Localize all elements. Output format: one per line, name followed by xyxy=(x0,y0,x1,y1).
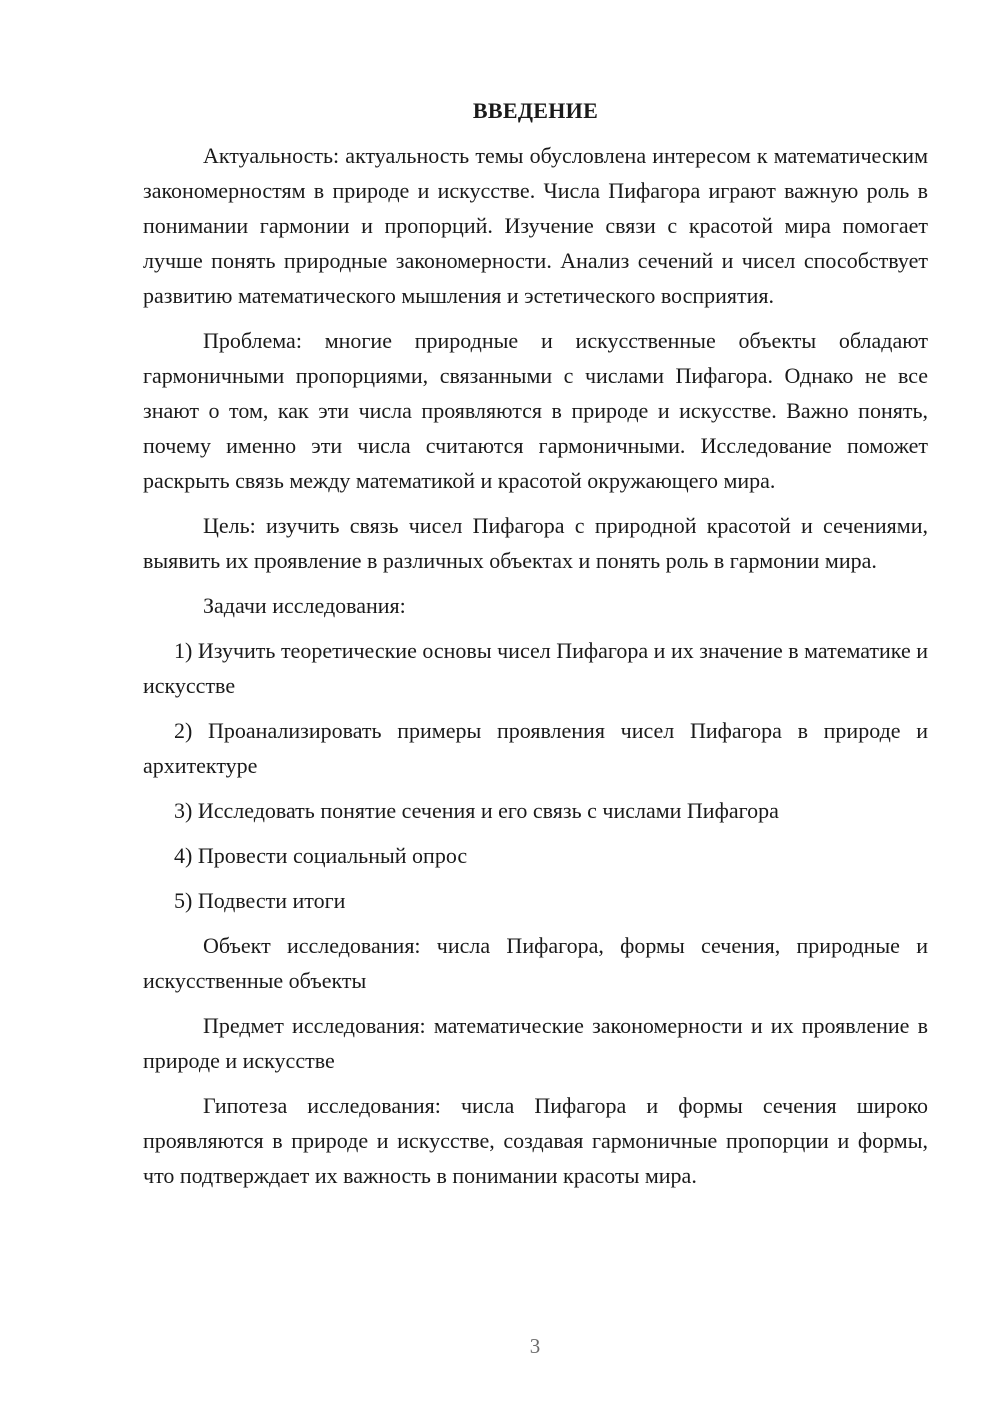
subject-paragraph: Предмет исследования: математические закономерности и их проявление в природе и искусстве xyxy=(143,1013,928,1073)
task-item-5: 5) Подвести итоги xyxy=(174,888,346,913)
relevance-paragraph: Актуальность: актуальность темы обусловлена интересом к математическим закономерностям в природе и искусстве. Числа Пифагора играют важную роль в понимании гармонии и пропорций. Изучение связи с красотой мира помогает лучше понять природные закономерности. Анализ сечений и чисел способствует развитию математического мышления и эстетического восприятия. xyxy=(143,143,928,308)
task-item-4: 4) Провести социальный опрос xyxy=(174,843,468,868)
section-heading: ВВЕДЕНИЕ xyxy=(472,98,599,123)
object-paragraph: Объект исследования: числа Пифагора, формы сечения, природные и искусственные объекты xyxy=(143,933,928,993)
tasks-heading: Задачи исследования: xyxy=(203,593,406,618)
task-item-3: 3) Исследовать понятие сечения и его связь с числами Пифагора xyxy=(174,798,779,823)
problem-paragraph: Проблема: многие природные и искусственные объекты обладают гармоничными пропорциями, связанными с числами Пифагора. Однако не все знают о том, как эти числа проявляются в природе и искусстве. Важно понять, почему именно эти числа считаются гармоничными. Исследование поможет раскрыть связь между математикой и красотой окружающего мира. xyxy=(143,328,928,493)
task-item-2: 2) Проанализировать примеры проявления чисел Пифагора в природе и архитектуре xyxy=(143,718,928,778)
goal-paragraph: Цель: изучить связь чисел Пифагора с природной красотой и сечениями, выявить их проявление в различных объектах и понять роль в гармонии мира. xyxy=(143,513,928,573)
hypothesis-paragraph: Гипотеза исследования: числа Пифагора и формы сечения широко проявляются в природе и искусстве, создавая гармоничные пропорции и формы, что подтверждает их важность в понимании красоты мира. xyxy=(143,1093,928,1188)
task-item-1: 1) Изучить теоретические основы чисел Пифагора и их значение в математике и искусстве xyxy=(143,638,928,698)
document-page xyxy=(143,96,928,1203)
page-number: 3 xyxy=(529,1334,541,1358)
